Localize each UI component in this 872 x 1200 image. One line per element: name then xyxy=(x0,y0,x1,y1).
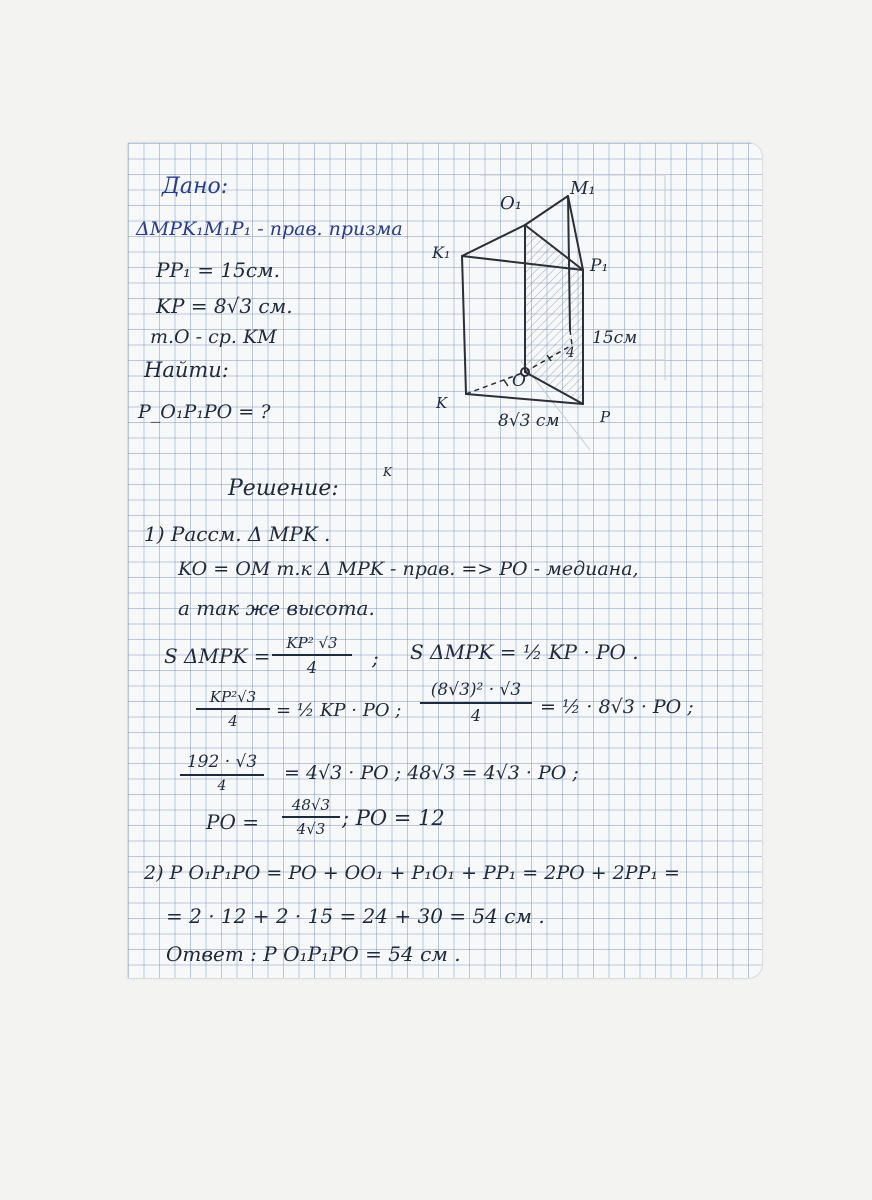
fraction-bar xyxy=(282,816,340,818)
eq2-den: 4 xyxy=(228,712,238,730)
given-heading: Дано: xyxy=(162,174,229,199)
fraction-bar xyxy=(420,702,532,704)
label-m1: M₁ xyxy=(570,178,596,199)
area-formula-lhs: S ΔMPK = xyxy=(164,644,271,668)
answer: Ответ : P O₁P₁PO = 54 см . xyxy=(166,942,461,966)
label-o1: O₁ xyxy=(500,193,522,214)
solution-heading: Решение: xyxy=(228,476,339,501)
given-kp: KP = 8√3 см. xyxy=(156,294,293,318)
eq3-fraction xyxy=(420,680,532,725)
eq5-lhs: PO = xyxy=(206,810,259,834)
label-side-small: 4 xyxy=(566,345,575,361)
label-o: O xyxy=(512,371,526,391)
eq3-rhs: = ½ · 8√3 · PO ; xyxy=(540,696,694,718)
fraction-bar xyxy=(180,774,264,776)
find-expression: P_O₁P₁PO = ? xyxy=(138,401,271,423)
step1-title: 1) Рассм. Δ MPK . xyxy=(144,522,331,546)
find-heading: Найти: xyxy=(144,358,229,382)
fraction-bar xyxy=(196,708,270,710)
given-pp1: PP₁ = 15см. xyxy=(156,258,280,282)
label-k: K xyxy=(436,394,448,412)
label-p1: P₁ xyxy=(590,256,609,276)
area-formula-num: KP² √3 xyxy=(286,634,338,652)
eq4-rhs: = 4√3 · PO ; 48√3 = 4√3 · PO ; xyxy=(284,762,579,784)
eq4-num: 192 · √3 xyxy=(186,752,258,772)
label-k-mark: K xyxy=(383,465,392,479)
fraction-bar xyxy=(272,654,352,656)
eq3-num: (8√3)² · √3 xyxy=(430,680,522,700)
eq5-rhs: ; PO = 12 xyxy=(342,806,445,830)
eq2-rhs: = ½ KP · PO ; xyxy=(276,700,402,721)
eq5-num: 48√3 xyxy=(291,796,331,814)
eq5-den: 4√3 xyxy=(296,820,326,838)
eq2-fraction xyxy=(196,688,270,730)
eq2-num: KP²√3 xyxy=(209,688,257,706)
eq4-den: 4 xyxy=(217,778,227,794)
step1-line2: а так же высота. xyxy=(178,596,375,620)
label-edge-pp1: 15см xyxy=(592,328,638,348)
eq5-fraction xyxy=(282,796,340,838)
eq4-fraction xyxy=(180,752,264,794)
given-prism: ΔMPK₁M₁P₁ - прав. призма xyxy=(136,218,403,240)
eq3-den: 4 xyxy=(470,706,482,725)
area-formula-fraction xyxy=(272,634,352,677)
area-formula-sep: ; xyxy=(372,646,379,670)
step1-line1: KO = OM т.к Δ MPK - прав. => PO - медиана, xyxy=(178,558,639,580)
area-formula-den: 4 xyxy=(306,658,318,677)
step2-line1: 2) P O₁P₁PO = PO + OO₁ + P₁O₁ + PP₁ = 2PO + 2PP₁ = xyxy=(144,862,680,884)
area-formula2: S ΔMPK = ½ KP · PO . xyxy=(410,640,639,664)
given-midpoint: т.O - ср. KM xyxy=(150,326,277,348)
label-p: P xyxy=(600,408,611,426)
step2-line2: = 2 · 12 + 2 · 15 = 24 + 30 = 54 см . xyxy=(166,904,545,928)
label-edge-kp: 8√3 см xyxy=(498,411,560,431)
label-k1: K₁ xyxy=(432,243,451,262)
